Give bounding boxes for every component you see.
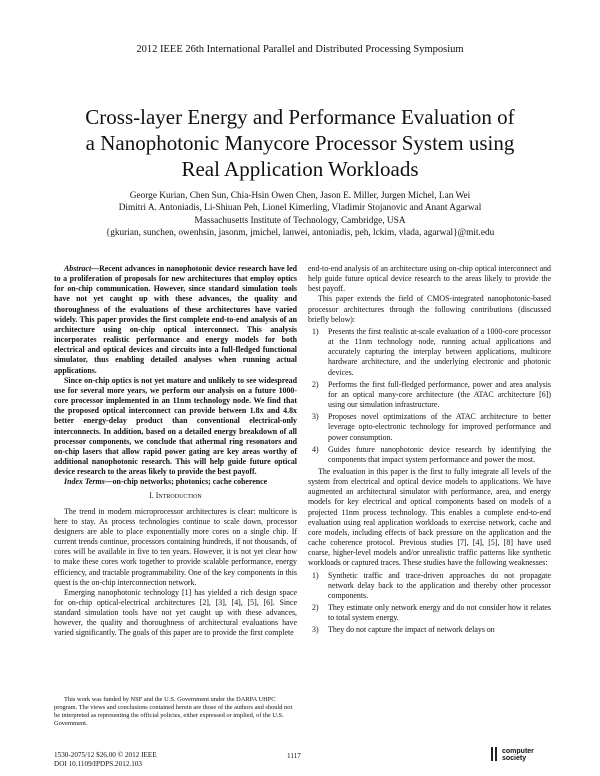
authors-line-2: Dimitri A. Antoniadis, Li-Shiuan Peh, Lionel Kimerling, Vladimir Stojanovic and Anant Agarwal (118, 203, 482, 214)
list-item: 3) They do not capture the impact of network delays on (312, 625, 495, 635)
copyright-footer (54, 751, 157, 769)
contributions-intro: This paper extends the field of CMOS-integrated nanophotonic-based processor architectures through the following contributions (discussed briefly below): (308, 294, 551, 324)
evaluation-paragraph: The evaluation in this paper is the first to fully integrate all levels of the system from electrical and optical device models to applications. We have augmented an architectural simulator with performance, area, and energy models for key electrical and optical components based on models of a projected 11nm process technology. This enables a complete end-to-end evaluation using real application workloads to exercise network, cache and core models, including effects of back pressure on the application and the cache coherence protocol. Previous studies [7], [4], [5], [8] have used coarse, higher-level models and/or unrealistic traffic patterns like synthetic workloads or captured traces. These studies have the following weaknesses: (308, 466, 551, 568)
computer-society-mark-icon (490, 746, 500, 762)
title-line-2: a Nanophotonic Manycore Processor System using (85, 131, 515, 155)
paper-title (40, 104, 560, 182)
conference-header: 2012 IEEE 26th International Parallel and Distributed Processing Symposium (136, 44, 464, 55)
list-item: 2) Performs the first full-fledged performance, power and area analysis for an optical many-core architecture (the ATAC architecture [6]) using our simulation infrastructure. (312, 379, 551, 410)
author-emails: {gkurian, sunchen, owenhsin, jasonm, jmichel, lanwei, antoniadis, peh, lckim, vlada, agarwal}@mit.edu (105, 228, 495, 239)
copyright-line: 1530-2075/12 $26.00 © 2012 IEEE (54, 751, 157, 759)
list-item: 1) Presents the first realistic at-scale evaluation of a 1000-core processor at the 11nm technology node, running actual applications and accurately capturing the interplay between applications, multicore hardware architecture, and the underlying electronic and photonic devices. (312, 326, 551, 377)
contributions-list (308, 327, 551, 465)
weaknesses-list (308, 571, 551, 636)
index-terms-label: Index Terms (64, 477, 105, 487)
funding-footnote: This work was funded by NSF and the U.S. Government under the DARPA UHPC program. The views and conclusions contained herein are those of the authors and should not be interpreted as representing the official policies, either expressed or implied, of the U.S. Government. (54, 696, 293, 727)
left-column (54, 264, 297, 639)
intro-paragraph-2: Emerging nanophotonic technology [1] has yielded a rich design space for on-chip optical-electrical architectures [2], [3], [4], [5], [6]. Since standard simulation tools have not yet caught up with these advances, however, the quality and thoroughness of architectural evaluations have varied significantly. The goals of this paper are to provide the first complete (54, 587, 297, 638)
abstract-paragraph-2: Since on-chip optics is not yet mature and unlikely to see widespread use for several more years, we perform our analysis on a future 1000-core processor implemented in an 11nm technology node. We find that the proposed optical interconnect can provide between 1.8x and 4.8x better energy-delay product than conventional electrical-only interconnects. In addition, based on a detailed energy breakdown of all processor components, we conclude that athermal ring resonators and on-chip lasers that allow rapid power gating are key areas worthy of additional nanophotonic research. This will help guide future optical device research to the areas likely to provide the best payoff. (54, 375, 297, 477)
intro-paragraph-1: The trend in modern microprocessor architectures is clear: multicore is here to stay. As process technologies continue to scale down, processor designers are able to place exponentially more cores on a single chip. If current trends continue, processors containing hundreds, if not thousands, of cores will be available in five to ten years. However, it is not yet clear how to make these cores work together to provide scalable performance, energy efficiency, and tractable programmability. One of the key components in this quest is the on-chip interconnection network. (54, 506, 297, 587)
page-number: 1117 (287, 752, 301, 760)
affiliation: Massachusetts Institute of Technology, Cambridge, USA (194, 215, 406, 226)
section-heading-introduction: I. Introduction (149, 491, 202, 501)
doi-line: DOI 10.1109/IPDPS.2012.103 (54, 760, 142, 768)
right-column (308, 264, 551, 637)
index-terms: Index Terms—on-chip networks; photonics; cache coherence (64, 477, 268, 487)
intro-continuation: end-to-end analysis of an architecture using on-chip optical interconnect and help guide future optical device research to the areas likely to provide the best payoff. (308, 264, 551, 294)
list-item: 3) Proposes novel optimizations of the ATAC architecture to better leverage opto-electronic technology for improved performance and power consumption. (312, 412, 551, 442)
abstract (54, 264, 297, 487)
authors-line-1: George Kurian, Chen Sun, Chia-Hsin Owen Chen, Jason E. Miller, Jurgen Michel, Lan Wei (129, 191, 471, 201)
title-line-1: Cross-layer Energy and Performance Evaluation of (85, 105, 515, 129)
title-line-3: Real Application Workloads (181, 157, 419, 181)
list-item: 4) Guides future nanophotonic device research by identifying the components that impact system performance and power the most. (312, 444, 551, 464)
abstract-paragraph-1: Abstract—Recent advances in nanophotonic device research have led to a proliferation of proposals for new architectures that employ optics for on-chip communication. However, since standard simulation tools have not yet caught up with these advances, the quality and thoroughness of the evaluations of these architectures have varied widely. This paper provides the first complete end-to-end analysis of an architecture using on-chip optical interconnect. This analysis incorporates realistic performance and energy models for both electrical and optical devices and circuits into a full-fledged functional simulator, thus enabling detailed analyses when running actual applications. (54, 264, 297, 375)
list-item: 2) They estimate only network energy and do not consider how it relates to total system energy. (312, 603, 551, 623)
author-block (20, 190, 580, 240)
abstract-label: Abstract (64, 264, 92, 273)
logo-text: computer society (502, 748, 534, 762)
computer-society-logo (488, 744, 548, 768)
list-item: 1) Synthetic traffic and trace-driven approaches do not propagate network delay back to the application and thereby other processor components. (312, 570, 551, 600)
